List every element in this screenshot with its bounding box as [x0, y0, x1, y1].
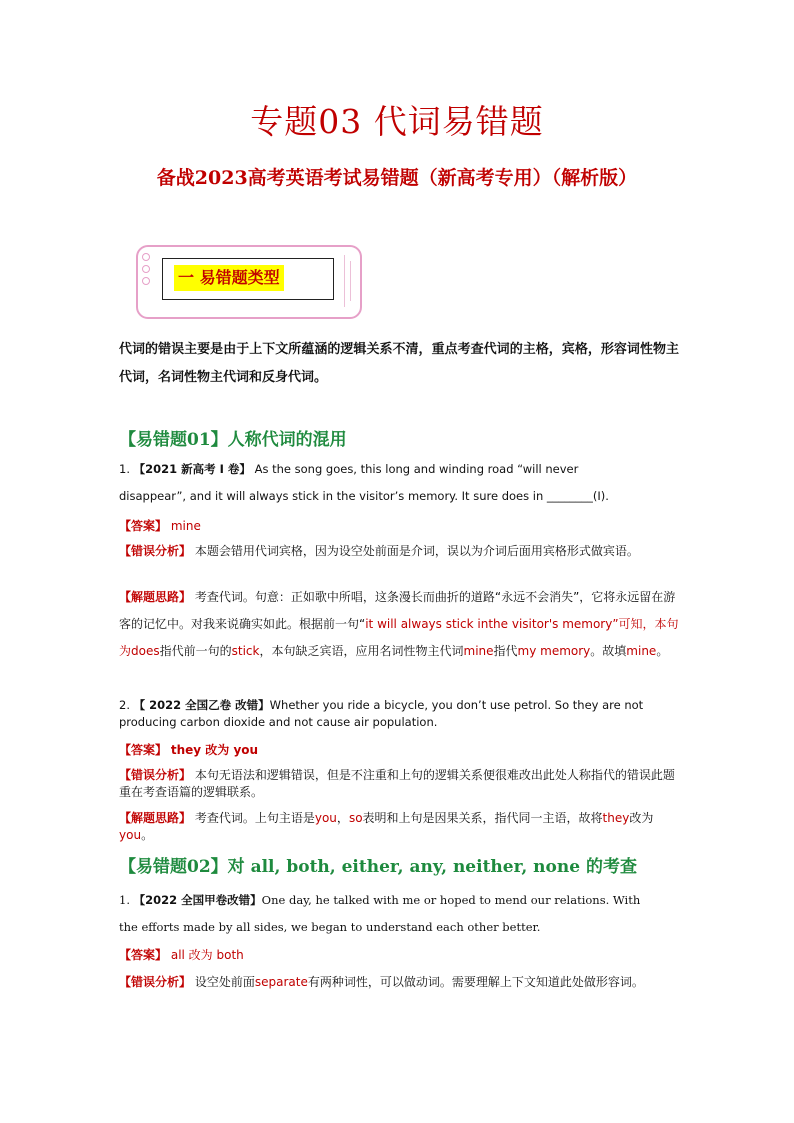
solution-text: 指代前一句的: [159, 644, 232, 658]
solution-text: 物主代词: [415, 644, 464, 658]
question-2-1: [119, 887, 679, 941]
solution-keyword: they: [602, 811, 630, 825]
solution-keyword: my memory: [517, 644, 591, 658]
question-1-2: [119, 697, 679, 731]
solution-keyword: stick: [231, 644, 260, 658]
solution-keyword: so: [348, 811, 363, 825]
error-analysis-text: 有两种词性，可以做动词。需要理解上下文知道此处做: [307, 975, 596, 989]
error-analysis-text: 形容词。: [595, 975, 644, 989]
frame-dot-icon: [142, 277, 150, 285]
question-source: 【 2022 全国乙卷 改错】: [133, 698, 270, 712]
question-1-1: [119, 456, 679, 510]
solution-keyword: you: [314, 811, 337, 825]
solution-label: 【解题思路】: [119, 590, 192, 604]
intro-paragraph: 代词的错误主要是由于上下文所蕴涵的逻辑关系不清，重点考查代词的主格，宾格，形容词性物主代词，名词性物主代词和反身代词。: [119, 342, 679, 385]
solution-quote: the visitor's memory”可知，本句为: [119, 617, 679, 658]
question-source: 【2021 新高考 I 卷】: [133, 462, 251, 476]
solution-text: 。: [141, 828, 154, 842]
answer-label: 【答案】: [119, 519, 168, 533]
topic-heading-02: 【易错题02】对 all, both, either, any, neither, none 的考查: [119, 857, 637, 877]
solution-keyword: mine: [626, 644, 657, 658]
section-tag: 一 易错题类型: [174, 265, 284, 291]
question-text-line2: disappear”, and it will always stick in the visitor’s memory. It sure does in ________(I).: [119, 489, 609, 503]
document-title: 专题03 代词易错题: [250, 102, 544, 141]
answer-value: mine: [170, 519, 201, 533]
solution-text: 考查代词。句意：正如歌中所唱，这条漫长而曲折的道路“永远不会消: [194, 590, 562, 604]
answer-value: all 改为 both: [170, 948, 244, 962]
solution-text: 表明和上句是因果关系，指代同一主语，故将: [362, 811, 603, 825]
solution-label: 【解题思路】: [119, 811, 192, 825]
solution-row: [119, 810, 679, 844]
solution-row: [119, 584, 679, 665]
question-number: 1.: [119, 893, 130, 907]
error-analysis-label: 【错误分析】: [119, 768, 192, 782]
question-text-line1: One day, he talked with me or hoped to mend our relations. With: [261, 893, 641, 907]
error-analysis-label: 【错误分析】: [119, 544, 192, 558]
solution-text: ，: [336, 811, 349, 825]
solution-keyword: mine: [463, 644, 494, 658]
solution-text: 。: [656, 644, 669, 658]
error-analysis-keyword: separate: [254, 975, 308, 989]
question-text-line1: As the song goes, this long and winding road “will never: [254, 462, 579, 476]
error-analysis-row: [119, 968, 679, 996]
answer-value: they 改为 you: [170, 743, 259, 757]
question-text-line2: the efforts made by all sides, we began to understand each other better.: [119, 920, 541, 934]
frame-dot-icon: [142, 265, 150, 273]
answer-row: [119, 517, 679, 534]
question-number: 2.: [119, 698, 130, 712]
solution-text: 改为: [629, 811, 654, 825]
solution-text: 指代: [493, 644, 518, 658]
question-source: 【2022 全国甲卷改错】: [133, 893, 262, 907]
solution-keyword: does: [131, 644, 160, 658]
frame-line: [350, 261, 351, 301]
error-analysis-label: 【错误分析】: [119, 975, 192, 989]
topic-heading-01: 【易错题01】人称代词的混用: [119, 430, 347, 450]
error-analysis-text: 设空处前面: [194, 975, 255, 989]
frame-line: [344, 255, 345, 307]
error-analysis-text: 本句无语法和逻辑错误，但是不注重和上句的逻辑关系便很难改出此处人称指代的错误此题重在考查语篇的逻辑联系。: [119, 768, 675, 799]
solution-text: 考查代词。上句主语是: [194, 811, 315, 825]
error-analysis-row: [119, 543, 679, 560]
question-number: 1.: [119, 462, 130, 476]
error-analysis-text: 本题会错用代词宾格，因为设空处前面是介词，误以为介词后面用宾格形式做宾语。: [194, 544, 639, 558]
solution-quote: it will always stick in: [365, 617, 489, 631]
question-text: Whether you ride a bicycle, you don’t use petrol. So they are not producing carbon dioxide and not cause air population.: [119, 698, 644, 729]
answer-row: [119, 741, 679, 758]
error-analysis-row: [119, 767, 679, 801]
solution-text: 失”，它将永远留在游客的记忆中。对我来说确实如此。根据前一句“: [119, 590, 676, 631]
answer-row: [119, 946, 679, 963]
solution-text: 。故填: [590, 644, 627, 658]
solution-text: ，本句缺乏宾语，应用名词性: [259, 644, 416, 658]
answer-label: 【答案】: [119, 948, 168, 962]
document-subtitle: 备战2023高考英语考试易错题（新高考专用）（解析版）: [156, 167, 638, 189]
solution-keyword: you: [119, 828, 142, 842]
answer-label: 【答案】: [119, 743, 168, 757]
frame-dot-icon: [142, 253, 150, 261]
